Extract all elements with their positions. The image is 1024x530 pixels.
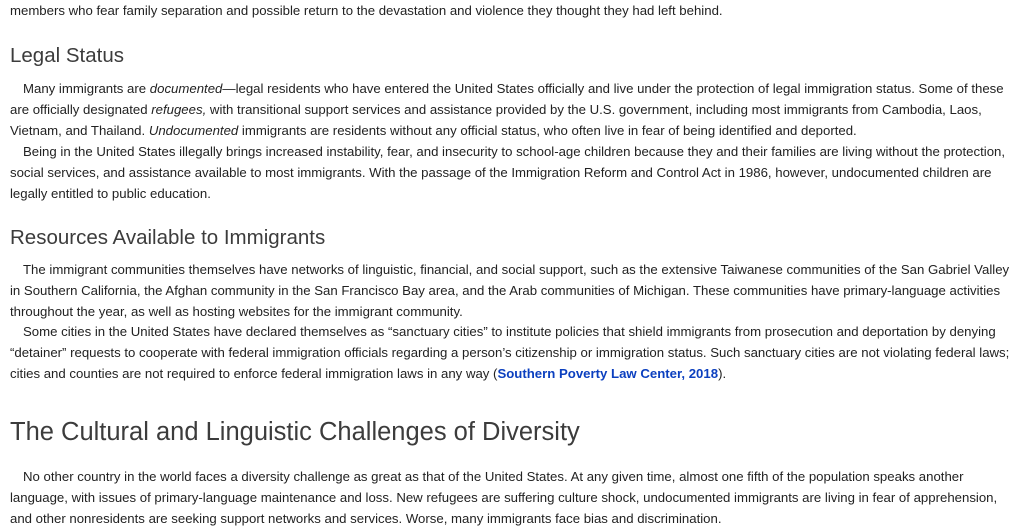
- emphasis-refugees: refugees,: [151, 101, 207, 117]
- legal-status-paragraph-2: Being in the United States illegally brings increased instability, fear, and insecurity to school-age children because they and their families are living without the protection, social services, and assistance available to most immigrants. With the passage of the Immigration Reform and Control Act in 1986, however, undocumented children are legally entitled to public education.: [10, 144, 1006, 201]
- intro-paragraph: members who fear family separation and possible return to the devastation and violence they thought they had left behind.: [10, 3, 723, 18]
- emphasis-undocumented: Undocumented: [148, 122, 239, 138]
- legal-status-paragraph-1: [10, 79, 1020, 141]
- citation-link[interactable]: Southern Poverty Law Center, 2018: [497, 365, 719, 381]
- text-run: immigrants are residents without any official status, who often live in fear of being identified and deported.: [238, 122, 857, 138]
- text-run: Some cities in the United States have declared themselves as “sanctuary cities” to institute policies that shield immigrants from prosecution and deportation by denying “detainer” requests to cooperate with federal immigration officials regarding a person’s citizenship or immigration status. Such sanctuary cities are not violating federal laws; cities and counties are not required to enforce federal immigration laws in any way (: [10, 324, 1010, 381]
- resources-paragraph-2: [10, 322, 1020, 384]
- text-run: —legal residents who have entered the United States officially and live under the protection of legal immigration status. Some of these are officially designated: [10, 81, 1004, 117]
- emphasis-documented: documented: [149, 81, 223, 96]
- resources-heading: Resources Available to Immigrants: [10, 226, 326, 249]
- text-run: with transitional support services and assistance provided by the U.S. government, including most immigrants from Cambodia, Laos, Vietnam, and Thailand.: [10, 101, 982, 138]
- legal-status-heading: Legal Status: [10, 44, 124, 67]
- text-run: Many immigrants are: [23, 81, 150, 96]
- resources-paragraph-1: The immigrant communities themselves have networks of linguistic, financial, and social support, such as the extensive Taiwanese communities of the San Gabriel Valley in Southern California, the Afghan community in the San Francisco Bay area, and the Arab communities of Michigan. These communities have primary-language activities throughout the year, as well as hosting websites for the immigrant community.: [10, 262, 1010, 319]
- text-run: ).: [718, 365, 727, 381]
- challenges-paragraph-1: No other country in the world faces a diversity challenge as great as that of the United States. At any given time, almost one fifth of the population speaks another language, with issues of primary-language maintenance and loss. New refugees are suffering culture shock, undocumented immigrants are living in fear of apprehension, and other nonresidents are seeking support networks and services. Worse, many immigrants face bias and discrimination.: [10, 469, 998, 526]
- challenges-heading: The Cultural and Linguistic Challenges of Diversity: [10, 418, 580, 446]
